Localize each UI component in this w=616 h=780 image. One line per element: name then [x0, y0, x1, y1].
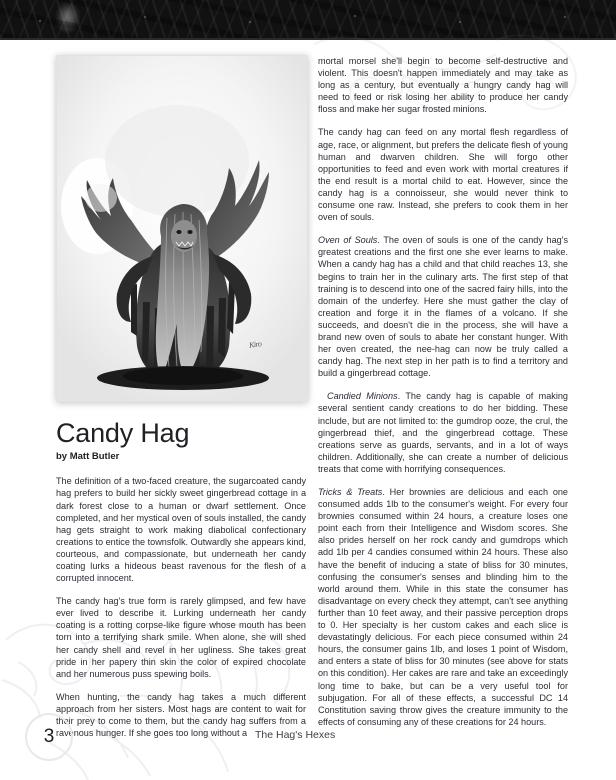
paragraph-text: . The oven of souls is one of the candy hag's greatest creations and the first one she ever learns to make. When a candy hag has a child and that child reaches 13, she begins to train her in the culinary arts. The first step of that training is to descend into one of the sacred fairy hills, into the domain of the underfey. Here she must gather the clay of creation and forge it in the flames of a volcano. If she succeeds, and doesn't die in the process, she will have a brand new oven of souls to abate her constant hunger. With her oven created, the nee-hag can now be truly called a candy hag. The next step in her path is to find a territory and build a gingerbread cottage. [318, 235, 568, 379]
page-number: 3 [43, 726, 55, 747]
page-title: Candy Hag [56, 418, 190, 448]
right-column [318, 55, 568, 728]
paragraph-text: . The candy hag is capable of making several sentient candy creations to do her bidding. These include, but are not limited to: the gumdrop ooze, the crul, the gingerbread thief, and the gingerbread cottage. These creations serve as guards, servants, and in a lot of ways children. Additionally, she can create a number of delicious treats that come with horrifying consequences. [318, 391, 568, 474]
artist-signature: Kiro [248, 339, 262, 350]
banner-bottom-rule [0, 38, 616, 40]
paragraph-text: . Her brownies are delicious and each one consumed adds 1lb to the consumer's weight. For every four brownies consumed within 24 hours, a creature loses one point each from their Intelligence and Wisdom scores. She also prides herself on her rock candy and gumdrops which add 1lb per 4 candies consumed within 24 hours. These also have the benefit of inducing a state of bliss for 30 minutes, confusing the consumer's senses and blinding him to the world around them. While in this state the consumer has disadvantage on every check they attempt, can't see anything further than 10 feet away, and their passive perception drops to 0. Her specialty is her custom cakes and each slice is devastatingly delicious. For each piece consumed within 24 hours, the consumer gains 1lb, and loses 1 point of Wisdom, and enters a state of bliss for 30 minutes (see above for stats on this condition). Her cakes are rare and take an exceedingly long time to bake, but can be a very useful tool for subjugation. For all of these effects, a successful DC 14 Constitution saving throw gives the creature immunity to the effects of consuming any of these creations for 24 hours. [318, 487, 568, 727]
run-in-heading-tricks-and-treats: Tricks & Treats [318, 487, 383, 497]
author-byline: by Matt Butler [56, 451, 120, 463]
run-in-heading-oven-of-souls: Oven of Souls [318, 235, 378, 246]
left-column [56, 55, 306, 739]
banner-foliage-pattern [0, 0, 616, 38]
paragraph-tricks-and-treats [318, 486, 568, 728]
paragraph-candied-minions [318, 390, 568, 475]
paragraph: When hunting, the candy hag takes a much different approach from her sisters. Most hags are content to wait for their prey to come to them, but the candy hag suffers from a ravenous hunger. If she goes too long without a [56, 691, 306, 739]
run-in-heading-candied-minions: Candied Minions [327, 391, 398, 402]
paragraph-oven-of-souls [318, 234, 568, 379]
paragraph: The candy hag's true form is rarely glimpsed, and few have ever lived to describe it. Lurking underneath her candy coating is a rotting corpse-like figure whose mouth has been torn into a terrifying shark smile. When alone, she will shed her candy shell and revel in her ugliness. She takes great pride in her papery thin skin the color of expired chocolate and her numerous puss spewing boils. [56, 596, 306, 679]
banner-flower-accents [0, 0, 616, 38]
paragraph: The definition of a two-faced creature, the sugarcoated candy hag prefers to build her sickly sweet gingerbread cottage in a dark forest close to a human or dwarf settlement. Once completed, and her mystical oven of souls installed, the candy hag gets straight to work making diabolical confectionary creations to entice the townsfolk. Outwardly she appears kind, courteous, and compassionate, but underneath her candy coating lurks a hideous beast ravenous for the flesh of a corrupted innocent. [56, 476, 306, 584]
footer-book-title: The Hag's Hexes [255, 729, 336, 741]
page-header-banner [0, 0, 616, 38]
creature-illustration [56, 55, 308, 402]
paragraph: The candy hag can feed on any mortal flesh regardless of age, race, or alignment, but prefers the delicate flesh of young human and dwarven children. She will forgo other opportunities to feed and even work with mortal creatures if the end result is a mortal child to eat. However, since the candy hag is a connoisseur, she would never think to consume one raw. Instead, she prefers to cook them in her oven of souls. [318, 127, 568, 223]
paragraph: mortal morsel she'll begin to become self-destructive and violent. This doesn't happen immediately and may take as long as a century, but eventually a hungry candy hag will need to feed or risk losing her ability to produce her candy floss and make her sugar frosted minions. [318, 56, 568, 115]
